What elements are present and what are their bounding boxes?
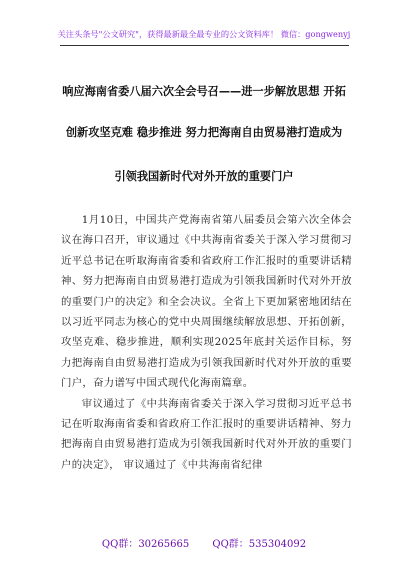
body-paragraph-2: 审议通过了《中共海南省委关于深入学习贯彻习近平总书记在听取海南省委和省政府工作汇报时的重要讲话精神、努力把海南自由贸易港打造成为引领我国新时代对外开放的重要门户的决定》， 审议通过了《中共海南省纪律 [61,397,352,471]
title-line-3: 引领我国新时代对外开放的重要门户 [114,170,294,183]
body-paragraph-1: 1月10日，中国共产党海南省第八届委员会第六次全体会议在海口召开，审议通过《中共海南省委关于深入学习贯彻习近平总书记在听取海南省委和省政府工作汇报时的重要讲话精神、努力把海南自由贸易港打造成为引领我国新时代对外开放的重要门户的决定》和全会决议。全省上下更加紧密地团结在以习近平同志为核心的党中央周围继续解放思想、开拓创新，攻坚克难、稳步推进，顺利实现2025年底封关运作目标，努力把海南自由贸易港打造成为引领我国新时代对外开放的重要门户，奋力谱写中国式现代化海南篇章。 [61,214,352,390]
footer-qq-group-2: QQ群：535304092 [212,539,307,550]
body-text [61,210,352,475]
header-note: 关注头条号"公文研究"，获得最新最全最专业的公文资料库！ 微信：gongwenyj [57,29,351,39]
footer-qq-group-1: QQ群：30265665 [101,539,190,550]
footer [0,535,408,550]
title-line-2: 创新攻坚克难 稳步推进 努力把海南自由贸易港打造成为 [65,126,343,139]
header-divider [60,45,349,46]
title-line-1: 响应海南省委八届六次全会号召——进一步解放思想 开拓 [62,85,346,98]
